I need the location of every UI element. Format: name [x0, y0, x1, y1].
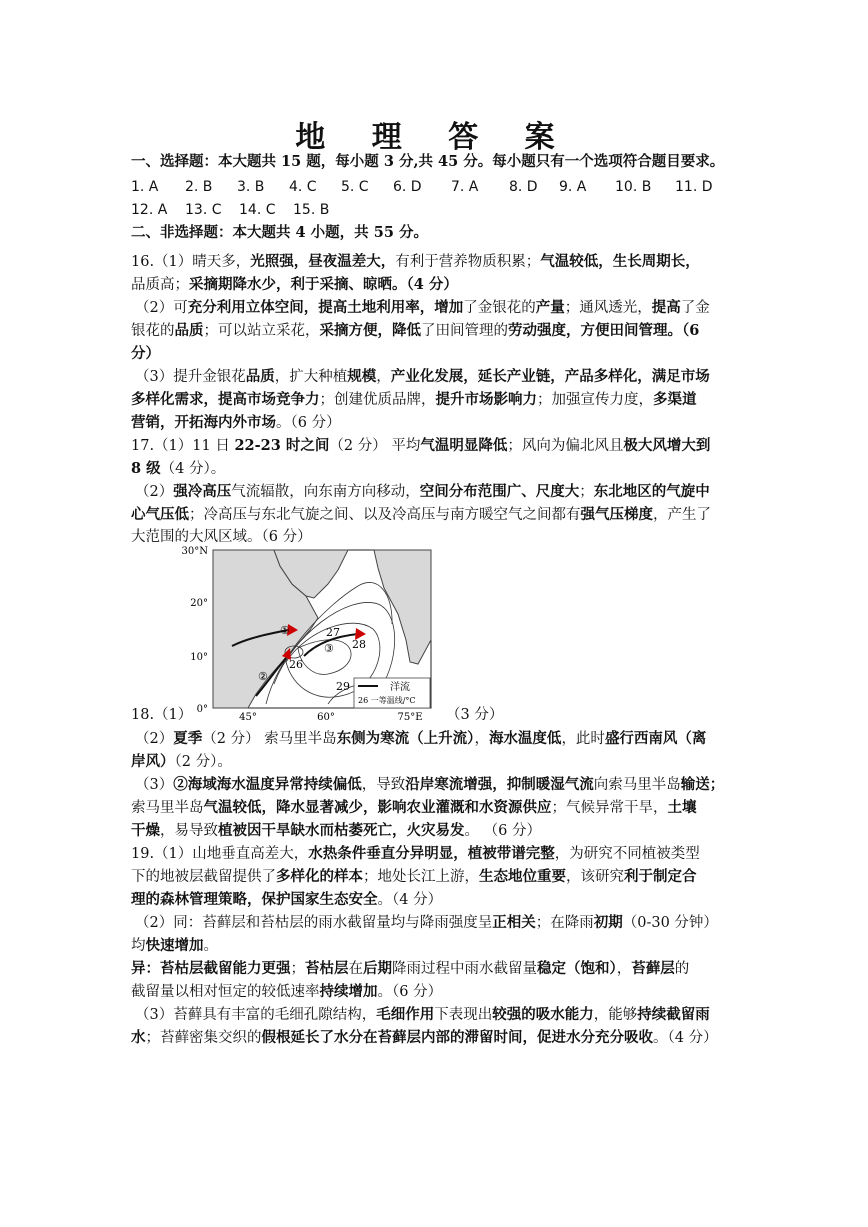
answers-row2: 12. A 13. C 14. C 15. B: [131, 202, 330, 218]
q16-line4: 银花的品质；可以站立采花，采摘方便，降低了田间管理的劳动强度，方便田间管理。（6: [131, 322, 700, 339]
q16-line3: （2）可充分利用立体空间，提高土地利用率，增加了金银花的产量；通风透光，提高了金: [135, 299, 710, 316]
q16-line6: （3）提升金银花品质，扩大种植规模，产业化发展，延长产业链，产品多样化，满足市场: [135, 368, 710, 385]
q19-line3: 理的森林管理策略，保护国家生态安全。（4 分）: [131, 891, 443, 908]
q18-line3: 岸风）（2 分）。: [131, 753, 232, 770]
q16-line7: 多样化需求，提高市场竞争力；创建优质品牌，提升市场影响力；加强宣传力度，多渠道: [131, 391, 697, 408]
section2-header: 二、非选择题：本大题共 4 小题，共 55 分。: [131, 224, 428, 241]
circled-label: ③: [324, 642, 334, 655]
isotherm-label: 27: [326, 626, 340, 639]
lat-label: 0°: [196, 704, 208, 715]
q19-line2: 下的地被层截留提供了多样化的样本；地处长江上游，生态地位重要，该研究利于制定合: [131, 868, 697, 885]
q18-line1a: 18.（1）: [131, 707, 193, 723]
q16-line8: 营销，开拓海内外市场。（6 分）: [131, 414, 341, 431]
answers-row1: 1. A 2. B 3. B 4. C 5. C 6. D 7. A 8. D 9. A 10. B 11. D: [131, 179, 713, 195]
isotherm-label: 29: [336, 680, 350, 693]
q19-line9: 水；苔藓密集交织的假根延长了水分在苔藓层内部的滞留时间，促进水分充分吸收。（4 分）: [131, 1029, 718, 1046]
lon-label: 45°: [239, 712, 257, 720]
q17-line5: 大范围的大风区域。（6 分）: [131, 529, 312, 545]
legend-isotherm: 26 一等温线/°C: [358, 696, 416, 705]
ocean-current-map: [178, 544, 440, 720]
isotherm-label: 28: [352, 638, 366, 651]
q18-line2: （2）夏季（2 分） 索马里半岛东侧为寒流（上升流），海水温度低，此时盛行西南风（离: [135, 730, 707, 747]
q18-line4: （3）②海域海水温度异常持续偏低，导致沿岸寒流增强，抑制暖湿气流向索马里半岛输送；: [135, 776, 725, 793]
q16-line2: 品质高；采摘期降水少，利于采摘、晾晒。（4 分）: [131, 276, 458, 293]
lat-label: 30°N: [181, 546, 208, 557]
lon-label: 75°E: [397, 712, 423, 720]
q19-line4: （2）同：苔藓层和苔枯层的雨水截留量均与降雨强度呈正相关；在降雨初期（0-30 分钟）: [135, 914, 718, 931]
q19-line8: （3）苔藓具有丰富的毛细孔隙结构，毛细作用下表现出较强的吸水能力，能够持续截留雨: [135, 1006, 710, 1023]
section1-header: 一、选择题：本大题共 15 题，每小题 3 分,共 45 分。每小题只有一个选项符合题目要求。: [131, 153, 725, 170]
q17-line3: （2）强冷高压气流辐散，向东南方向移动，空间分布范围广、尺度大；东北地区的气旋中: [135, 483, 710, 500]
q18-line6: 干燥，易导致植被因干旱缺水而枯萎死亡，火灾易发。 （6 分）: [131, 822, 541, 839]
lon-label: 60°: [317, 712, 335, 720]
q17-line4: 心气压低；冷高压与东北气旋之间、以及冷高压与南方暖空气之间都有强气压梯度，产生了: [131, 506, 711, 523]
q19-line5: 均快速增加。: [131, 937, 218, 954]
q17-line1: 17.（1）11 日 22-23 时之间（2 分） 平均气温明显降低；风向为偏北风且极大风增大到: [131, 437, 711, 454]
circled-label: ①: [280, 624, 290, 637]
q16-line1: 16.（1）晴天多，光照强，昼夜温差大，有利于营养物质积累；气温较低，生长周期长，: [131, 253, 700, 270]
q17-line2: 8 级（4 分）。: [131, 460, 226, 477]
legend-current: 洋流: [390, 682, 410, 693]
isotherm-label: 26: [289, 658, 303, 671]
page-title: 地 理 答 案: [295, 120, 573, 155]
q18-line5: 索马里半岛气温较低，降水显著减少，影响农业灌溉和水资源供应；气候异常干旱，土壤: [131, 799, 697, 816]
q16-line5: 分）: [131, 345, 160, 362]
q19-line7: 截留量以相对恒定的较低速率持续增加。（6 分）: [131, 983, 443, 1000]
q19-line1: 19.（1）山地垂直高差大，水热条件垂直分异明显，植被带谱完整，为研究不同植被类型: [131, 845, 700, 862]
q19-line6: 异：苔枯层截留能力更强；苔枯层在后期降雨过程中雨水截留量稳定（饱和），苔藓层的: [131, 960, 690, 977]
q18-line1b: （3 分）: [446, 707, 504, 723]
circled-label: ②: [258, 670, 268, 683]
lat-label: 10°: [190, 652, 208, 663]
lat-label: 20°: [190, 598, 208, 609]
